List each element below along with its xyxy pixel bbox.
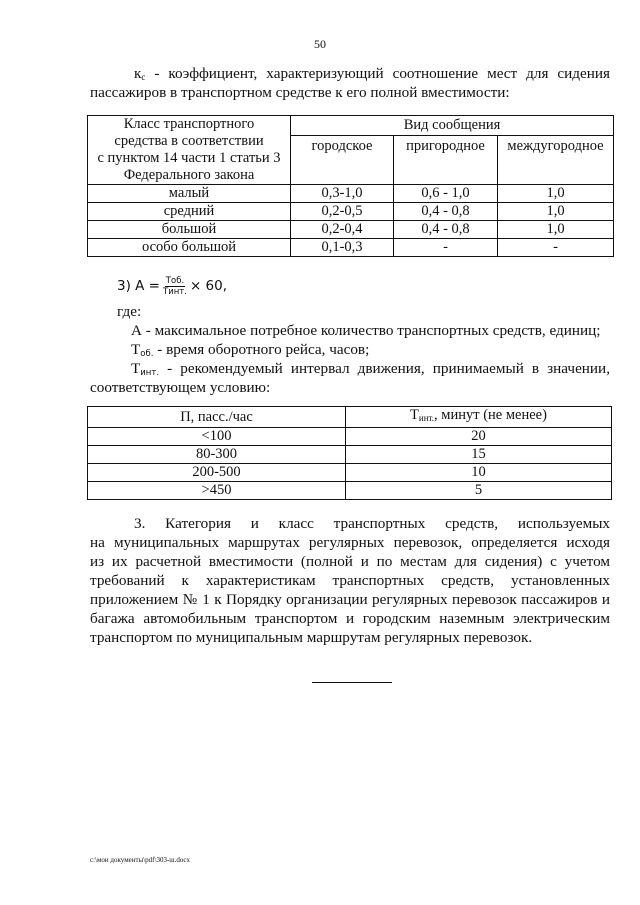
header-intercity: междугородное: [498, 136, 614, 185]
coefficient-table: [87, 115, 614, 257]
header-suburban: пригородное: [394, 136, 498, 185]
table-row: [88, 203, 614, 221]
vehicle-class-header-line: с пунктом 14 части 1 статьи 3: [97, 150, 281, 166]
paragraph-3-line: из их расчетной вместимости (полной и по местам для сидения) с учетом: [90, 553, 610, 570]
table-cell: 1,0: [498, 203, 614, 221]
table-row: [88, 446, 612, 464]
interval-header-text: , минут (не менее): [434, 407, 547, 423]
table-row: [88, 221, 614, 239]
table-cell: 1,0: [498, 221, 614, 239]
vehicle-class-header-line: Федерального закона: [123, 167, 255, 183]
table-cell: особо большой: [88, 239, 291, 257]
vehicle-class-header: [88, 116, 291, 185]
paragraph-3-line: требований к характеристикам транспортных средств, установленных: [90, 572, 610, 589]
table-cell: <100: [88, 428, 346, 446]
file-path-footer: c:\мои документы\pdf\303-ш.docx: [90, 856, 191, 864]
table-cell: 0,4 - 0,8: [394, 221, 498, 239]
vehicle-class-header-line: средства в соответствии: [114, 133, 264, 149]
table-cell: 0,2-0,5: [291, 203, 394, 221]
service-type-header: Вид сообщения: [291, 116, 614, 136]
formula-denominator: [163, 287, 187, 297]
formula-suffix: × 60,: [189, 278, 228, 294]
table-row: [88, 482, 612, 500]
table-cell: -: [498, 239, 614, 257]
numerator-subscript: об.: [171, 275, 185, 286]
table-cell: 10: [346, 464, 612, 482]
kc-text: - коэффициент, характеризующий соотношение мест для сидения: [145, 65, 610, 82]
denominator-subscript: инт.: [168, 286, 187, 297]
closing-rule: [312, 682, 392, 683]
interval-header-subscript: инт.: [418, 413, 435, 423]
numerator-symbol: T: [165, 275, 171, 286]
kc-symbol: к: [134, 65, 142, 82]
table-row: [88, 428, 612, 446]
passenger-flow-header: П, пасс./час: [88, 407, 346, 428]
formula-prefix: 3) A =: [117, 278, 160, 294]
table-cell: 20: [346, 428, 612, 446]
where-label: где:: [117, 303, 142, 320]
page-number: 50: [314, 37, 326, 51]
paragraph-3-line: на муниципальных маршрутах регулярных перевозок, определяется исходя: [90, 534, 610, 551]
tint-text: - рекомендуемый интервал движения, принимаемый в значении,: [159, 360, 610, 377]
paragraph-3-line: 3. Категория и класс транспортных средств, используемых: [134, 515, 610, 532]
table-cell: 200-500: [88, 464, 346, 482]
table-header-row: [88, 407, 612, 428]
denominator-symbol: T: [163, 286, 169, 297]
table-cell: 0,4 - 0,8: [394, 203, 498, 221]
table-cell: 1,0: [498, 185, 614, 203]
formula-fraction: [163, 276, 187, 297]
a-definition: А - максимальное потребное количество транспортных средств, единиц;: [131, 322, 601, 339]
table-cell: малый: [88, 185, 291, 203]
tob-subscript: об.: [140, 349, 154, 359]
interval-formula: [117, 273, 227, 299]
table-cell: -: [394, 239, 498, 257]
table-cell: 0,6 - 1,0: [394, 185, 498, 203]
kc-subscript: с: [141, 72, 146, 82]
table-row: [88, 239, 614, 257]
interval-header: [346, 407, 612, 428]
table-cell: 0,3-1,0: [291, 185, 394, 203]
paragraph-3-line: приложением № 1 к Порядку организации регулярных перевозок пассажиров и: [90, 591, 610, 608]
table-row: [88, 185, 614, 203]
interval-header-symbol: Т: [410, 407, 419, 423]
interval-table: [87, 406, 612, 500]
table-cell: 0,2-0,4: [291, 221, 394, 239]
kc-definition-line2: пассажиров в транспортном средстве к его полной вместимости:: [90, 84, 510, 101]
vehicle-class-header-line: Класс транспортного: [123, 116, 255, 132]
tob-text: - время оборотного рейса, часов;: [153, 341, 370, 358]
tob-symbol: Т: [131, 341, 141, 358]
table-cell: >450: [88, 482, 346, 500]
formula-numerator: [165, 276, 185, 287]
tint-definition-line2: соответствующем условию:: [90, 379, 271, 396]
header-urban: городское: [291, 136, 394, 185]
table-cell: 15: [346, 446, 612, 464]
table-cell: большой: [88, 221, 291, 239]
tint-subscript: инт.: [140, 368, 160, 378]
paragraph-3-line: транспортом по муниципальным маршрутам регулярных перевозок.: [90, 629, 533, 646]
paragraph-3-line: багажа автомобильным транспортом и городским наземным электрическим: [90, 610, 610, 627]
tint-symbol: Т: [131, 360, 141, 377]
table-cell: 0,1-0,3: [291, 239, 394, 257]
table-cell: средний: [88, 203, 291, 221]
table-row: [88, 464, 612, 482]
table-cell: 80-300: [88, 446, 346, 464]
table-cell: 5: [346, 482, 612, 500]
